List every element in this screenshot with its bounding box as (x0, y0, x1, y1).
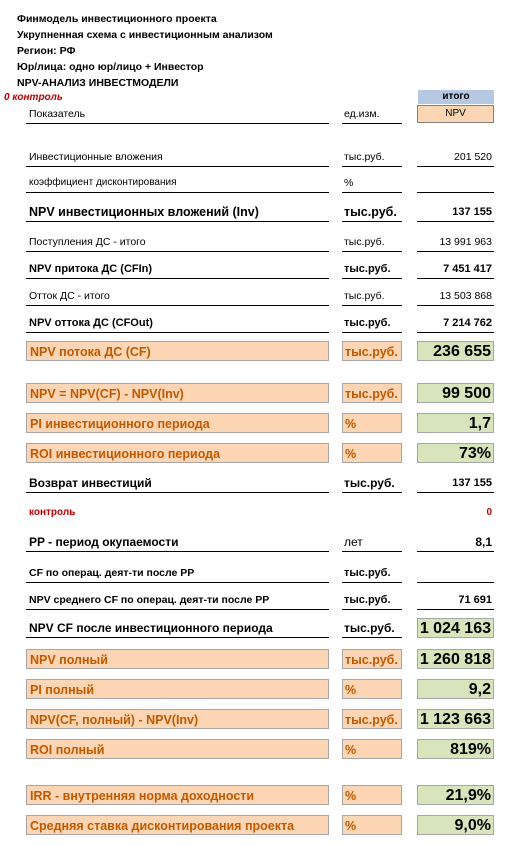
table-row (0, 563, 507, 583)
row-value: 201 520 (417, 147, 494, 167)
row-label: PI инвестиционного периода (26, 413, 329, 433)
entities-label: Юр/лица: одно юр/лицо + Инвестор (17, 61, 204, 73)
table-row (0, 147, 507, 167)
row-unit: % (342, 443, 402, 463)
row-value: 819% (417, 739, 494, 759)
model-title: Финмодель инвестиционного проекта (17, 13, 217, 25)
total-header: итого (418, 90, 494, 104)
row-value: 137 155 (417, 473, 494, 493)
row-value: 1,7 (417, 413, 494, 433)
row-unit: тыс.руб. (342, 590, 402, 610)
row-value: 9,2 (417, 679, 494, 699)
row-unit: % (342, 679, 402, 699)
row-value: 236 655 (417, 341, 494, 361)
table-row (0, 815, 507, 835)
table-row (0, 739, 507, 759)
row-unit: тыс.руб. (342, 259, 402, 279)
table-row (0, 286, 507, 306)
row-label: контроль (29, 507, 76, 518)
table-row (0, 473, 507, 493)
row-unit: тыс.руб. (342, 202, 402, 222)
table-row (0, 590, 507, 610)
row-label: IRR - внутренняя норма доходности (26, 785, 329, 805)
row-label: Отток ДС - итого (26, 286, 329, 306)
table-row (0, 341, 507, 361)
row-value: 7 451 417 (417, 259, 494, 279)
row-value: 13 991 963 (417, 232, 494, 252)
row-label: NPV потока ДС (CF) (26, 341, 329, 361)
control-row (0, 503, 507, 523)
npv-column-header: NPV (417, 105, 494, 123)
table-row (0, 383, 507, 403)
row-unit: лет (342, 532, 402, 552)
row-value: 0 (486, 507, 492, 518)
row-unit: тыс.руб. (342, 383, 402, 403)
row-value: 137 155 (417, 202, 494, 222)
row-unit: тыс.руб. (342, 709, 402, 729)
table-row (0, 232, 507, 252)
indicator-column-header: Показатель (26, 104, 329, 124)
row-value (417, 173, 494, 193)
row-unit: тыс.руб. (342, 147, 402, 167)
section-title: NPV-АНАЛИЗ ИНВЕСТМОДЕЛИ (17, 77, 179, 89)
row-unit: % (342, 815, 402, 835)
table-row (0, 649, 507, 669)
row-label: NPV среднего CF по операц. деят-ти после PP (26, 590, 329, 610)
row-label: ROI инвестиционного периода (26, 443, 329, 463)
row-value: 1 024 163 (417, 618, 494, 638)
row-unit: % (342, 413, 402, 433)
control-flag: 0 контроль (4, 92, 63, 103)
row-unit: тыс.руб. (342, 563, 402, 583)
table-row (0, 202, 507, 222)
table-row (0, 313, 507, 333)
row-label: NPV(CF, полный) - NPV(Inv) (26, 709, 329, 729)
row-label: Инвестиционные вложения (26, 147, 329, 167)
row-value: 13 503 868 (417, 286, 494, 306)
row-value: 99 500 (417, 383, 494, 403)
row-unit: тыс.руб. (342, 473, 402, 493)
row-label: NPV = NPV(CF) - NPV(Inv) (26, 383, 329, 403)
table-row (0, 679, 507, 699)
row-value: 1 123 663 (417, 709, 494, 729)
row-label: Возврат инвестиций (26, 473, 329, 493)
table-row (0, 443, 507, 463)
row-value: 73% (417, 443, 494, 463)
row-unit: тыс.руб. (342, 618, 402, 638)
row-label: Средняя ставка дисконтирования проекта (26, 815, 329, 835)
unit-column-header: ед.изм. (342, 104, 402, 124)
table-row (0, 259, 507, 279)
row-label: NPV CF после инвестиционного периода (26, 618, 329, 638)
row-unit: % (342, 785, 402, 805)
row-unit: тыс.руб. (342, 649, 402, 669)
row-label: PI полный (26, 679, 329, 699)
table-row (0, 413, 507, 433)
row-value (417, 563, 494, 583)
row-value: 8,1 (417, 532, 494, 552)
table-row (0, 785, 507, 805)
row-value: 21,9% (417, 785, 494, 805)
row-label: коэффициент дисконтирования (26, 173, 329, 193)
row-unit: тыс.руб. (342, 232, 402, 252)
row-label: CF по операц. деят-ти после PP (26, 563, 329, 583)
row-value: 1 260 818 (417, 649, 494, 669)
row-unit: тыс.руб. (342, 313, 402, 333)
row-value: 7 214 762 (417, 313, 494, 333)
table-row (0, 709, 507, 729)
table-row (0, 618, 507, 638)
row-unit: тыс.руб. (342, 341, 402, 361)
column-header-row (0, 104, 507, 124)
table-row (0, 532, 507, 552)
row-unit: % (342, 739, 402, 759)
row-label: Поступления ДС - итого (26, 232, 329, 252)
row-label: NPV полный (26, 649, 329, 669)
row-unit (342, 503, 402, 523)
row-value: 71 691 (417, 590, 494, 610)
row-label: NPV инвестиционных вложений (Inv) (26, 202, 329, 222)
row-value: 9,0% (417, 815, 494, 835)
row-label: ROI полный (26, 739, 329, 759)
row-unit: % (342, 173, 402, 193)
scheme-subtitle: Укрупненная схема с инвестиционным анализом (17, 29, 273, 41)
region-label: Регион: РФ (17, 45, 76, 57)
row-unit: тыс.руб. (342, 286, 402, 306)
table-row (0, 173, 507, 193)
row-label: NPV оттока ДС (CFOut) (26, 313, 329, 333)
row-label: NPV притока ДС (CFIn) (26, 259, 329, 279)
row-label: PP - период окупаемости (26, 532, 329, 552)
